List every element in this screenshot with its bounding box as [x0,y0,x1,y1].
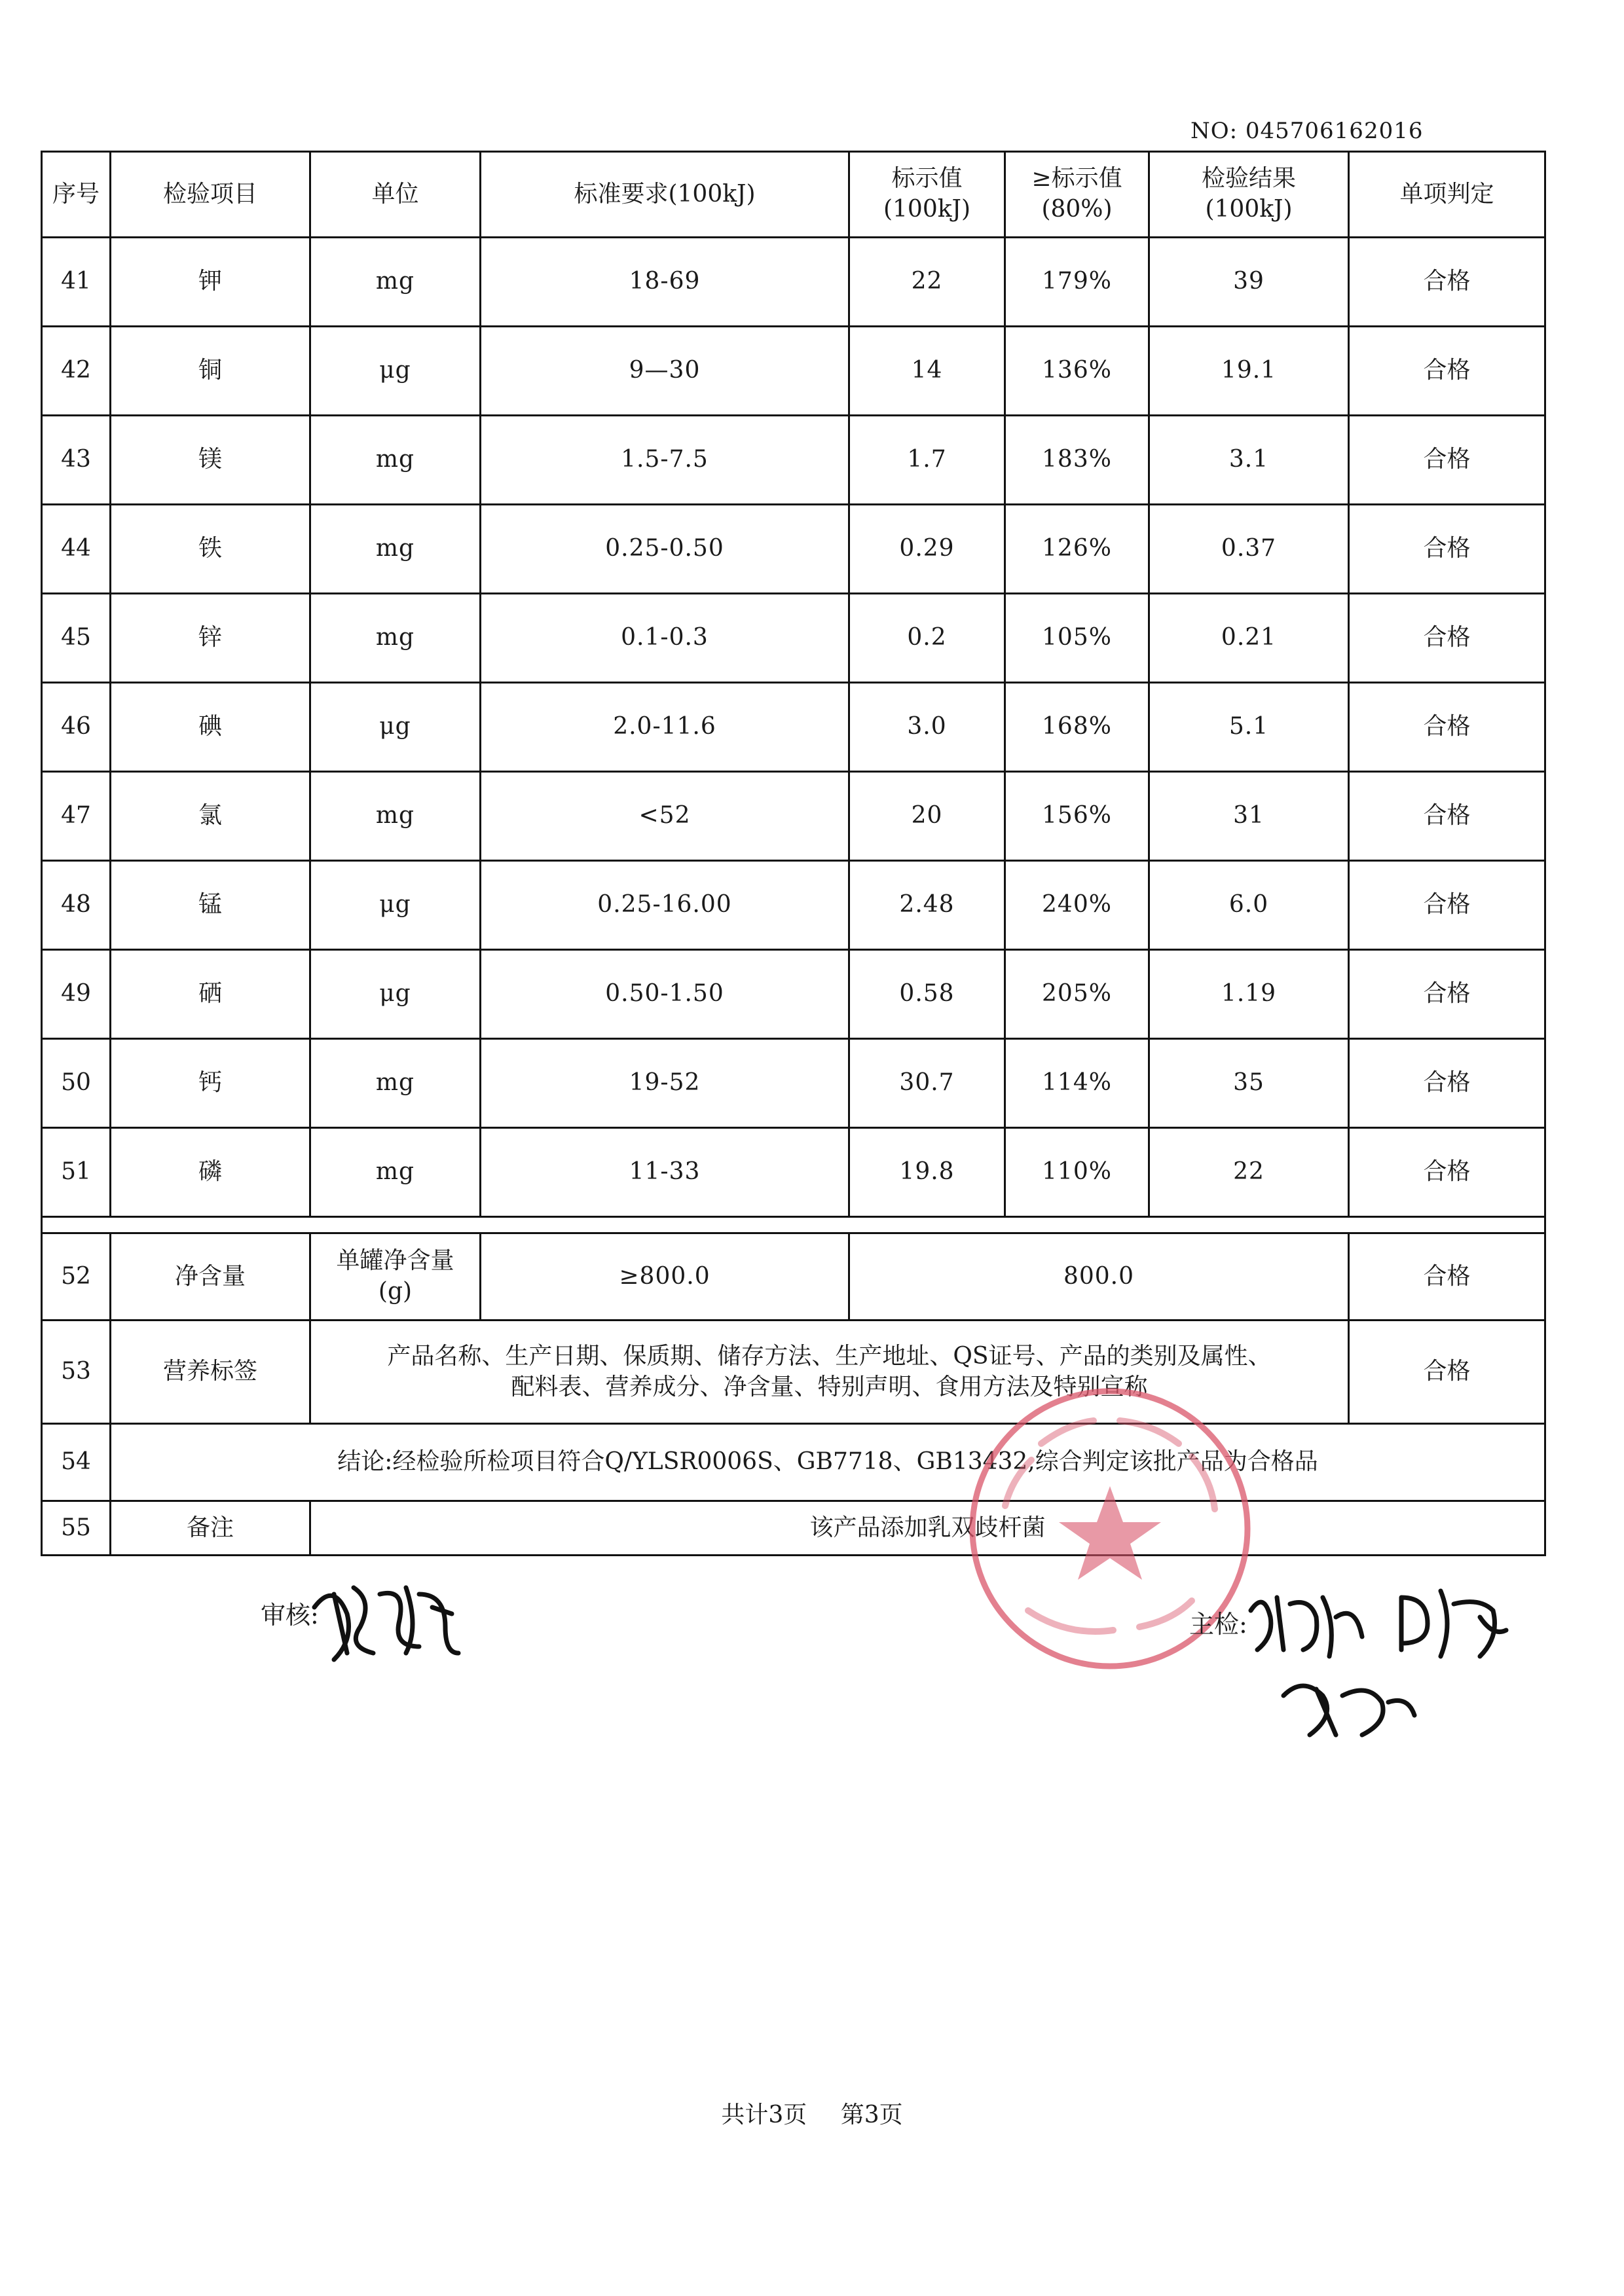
table-row [42,1128,1545,1217]
reviewer-label: 审核: [261,1601,319,1630]
cell-label: 0.58 [849,950,1005,1039]
cell-verdict: 合格 [1349,238,1545,327]
cell-item: 净含量 [111,1233,310,1321]
reviewer-signature-icon [308,1568,465,1673]
cell-verdict: 合格 [1349,1039,1545,1128]
cell-result: 35 [1149,1039,1349,1128]
cell-result: 0.21 [1149,594,1349,683]
cell-pct: 156% [1005,772,1149,861]
cell-item: 碘 [111,683,310,772]
cell-result: 22 [1149,1128,1349,1217]
cell-unit: μg [310,861,481,950]
cell-no: 49 [42,950,111,1039]
cell-item: 锌 [111,594,310,683]
footer-current-page: 第3页 [840,2102,903,2128]
cell-unit: mg [310,416,481,505]
cell-no: 42 [42,327,111,416]
table-gap-row [42,1217,1545,1233]
header-result [1149,152,1349,238]
requirements-line2: 配料表、营养成分、净含量、特别声明、食用方法及特别宣称 [511,1373,1148,1400]
inspector-signature-icon [1244,1578,1519,1748]
cell-standard: 0.25-16.00 [481,861,849,950]
table-row-conclusion [42,1424,1545,1501]
header-pct-line2: (80%) [1041,196,1113,223]
cell-label: 14 [849,327,1005,416]
cell-no: 44 [42,505,111,594]
cell-item: 备注 [111,1501,310,1556]
cell-result: 3.1 [1149,416,1349,505]
table-row [42,238,1545,327]
cell-label: 1.7 [849,416,1005,505]
cell-verdict: 合格 [1349,505,1545,594]
cell-item: 硒 [111,950,310,1039]
cell-unit: mg [310,505,481,594]
table-row [42,327,1545,416]
cell-verdict: 合格 [1349,1233,1545,1321]
header-item: 检验项目 [111,152,310,238]
cell-label: 19.8 [849,1128,1005,1217]
cell-no: 51 [42,1128,111,1217]
cell-label: 20 [849,772,1005,861]
cell-label-requirements [310,1321,1349,1424]
requirements-line1: 产品名称、生产日期、保质期、储存方法、生产地址、QS证号、产品的类别及属性、 [387,1342,1272,1370]
cell-item: 镁 [111,416,310,505]
table-row [42,1039,1545,1128]
cell-pct: 240% [1005,861,1149,950]
conclusion-text: 结论:经检验所检项目符合Q/YLSR0006S、GB7718、GB13432,综合判定该批产品为合格品 [111,1424,1545,1501]
header-pct-line1: ≥标示值 [1031,165,1122,192]
cell-verdict: 合格 [1349,327,1545,416]
footer-total-pages: 共计3页 [721,2102,807,2128]
cell-unit: μg [310,683,481,772]
cell-pct: 205% [1005,950,1149,1039]
cell-result: 19.1 [1149,327,1349,416]
cell-label: 2.48 [849,861,1005,950]
table-row-nutrition-label [42,1321,1545,1424]
cell-label: 3.0 [849,683,1005,772]
cell-standard: 9—30 [481,327,849,416]
cell-label: 0.29 [849,505,1005,594]
cell-standard: 11-33 [481,1128,849,1217]
cell-item: 营养标签 [111,1321,310,1424]
cell-item: 钙 [111,1039,310,1128]
header-label-value-line1: 标示值 [891,165,963,192]
cell-no: 53 [42,1321,111,1424]
cell-standard: 19-52 [481,1039,849,1128]
cell-item: 铁 [111,505,310,594]
cell-standard: 0.25-0.50 [481,505,849,594]
cell-unit: mg [310,1039,481,1128]
table-row [42,505,1545,594]
cell-no: 52 [42,1233,111,1321]
header-result-line1: 检验结果 [1201,165,1296,192]
header-pct [1005,152,1149,238]
remarks-text: 该产品添加乳双歧杆菌 [310,1501,1545,1556]
cell-pct: 126% [1005,505,1149,594]
cell-standard: ≥800.0 [481,1233,849,1321]
cell-standard: 18-69 [481,238,849,327]
cell-unit: μg [310,950,481,1039]
table-row-net-content [42,1233,1545,1321]
cell-verdict: 合格 [1349,772,1545,861]
cell-unit: mg [310,772,481,861]
cell-no: 45 [42,594,111,683]
cell-label: 22 [849,238,1005,327]
cell-label: 30.7 [849,1039,1005,1128]
cell-no: 50 [42,1039,111,1128]
header-result-line2: (100kJ) [1205,196,1293,223]
header-unit: 单位 [310,152,481,238]
cell-unit: mg [310,1128,481,1217]
cell-result: 5.1 [1149,683,1349,772]
cell-standard: <52 [481,772,849,861]
table-row-remarks [42,1501,1545,1556]
cell-result: 800.0 [849,1233,1349,1321]
table-header-row [42,152,1545,238]
cell-standard: 0.1-0.3 [481,594,849,683]
cell-verdict: 合格 [1349,1321,1545,1424]
cell-no: 48 [42,861,111,950]
cell-standard: 2.0-11.6 [481,683,849,772]
unit-line1: 单罐净含量 [336,1247,454,1275]
cell-item: 锰 [111,861,310,950]
inspection-table [41,151,1546,1556]
cell-unit: mg [310,238,481,327]
cell-unit: μg [310,327,481,416]
cell-verdict: 合格 [1349,683,1545,772]
cell-item: 铜 [111,327,310,416]
header-label-value-line2: (100kJ) [883,196,971,223]
cell-verdict: 合格 [1349,416,1545,505]
cell-label: 0.2 [849,594,1005,683]
header-verdict: 单项判定 [1349,152,1545,238]
cell-result: 31 [1149,772,1349,861]
cell-pct: 110% [1005,1128,1149,1217]
header-label-value [849,152,1005,238]
cell-unit [310,1233,481,1321]
cell-pct: 179% [1005,238,1149,327]
report-number: NO: 045706162016 [1190,118,1424,144]
cell-no: 46 [42,683,111,772]
cell-result: 39 [1149,238,1349,327]
cell-no: 47 [42,772,111,861]
cell-standard: 1.5-7.5 [481,416,849,505]
cell-verdict: 合格 [1349,950,1545,1039]
header-seq: 序号 [42,152,111,238]
cell-pct: 183% [1005,416,1149,505]
cell-pct: 105% [1005,594,1149,683]
table-row [42,861,1545,950]
inspector-label: 主检: [1189,1610,1247,1639]
cell-verdict: 合格 [1349,861,1545,950]
cell-pct: 168% [1005,683,1149,772]
table-row [42,683,1545,772]
page-footer [0,2096,1624,2130]
data-rows [42,238,1545,1217]
table-row [42,950,1545,1039]
cell-no: 41 [42,238,111,327]
cell-no: 43 [42,416,111,505]
cell-pct: 114% [1005,1039,1149,1128]
cell-result: 6.0 [1149,861,1349,950]
cell-result: 1.19 [1149,950,1349,1039]
cell-verdict: 合格 [1349,594,1545,683]
cell-pct: 136% [1005,327,1149,416]
cell-standard: 0.50-1.50 [481,950,849,1039]
cell-verdict: 合格 [1349,1128,1545,1217]
cell-unit: mg [310,594,481,683]
cell-item: 钾 [111,238,310,327]
cell-item: 氯 [111,772,310,861]
unit-line2: (g) [378,1278,413,1305]
table-row [42,416,1545,505]
cell-no: 54 [42,1424,111,1501]
header-standard: 标准要求(100kJ) [481,152,849,238]
cell-no: 55 [42,1501,111,1556]
cell-item: 磷 [111,1128,310,1217]
table-row [42,772,1545,861]
cell-result: 0.37 [1149,505,1349,594]
table-row [42,594,1545,683]
